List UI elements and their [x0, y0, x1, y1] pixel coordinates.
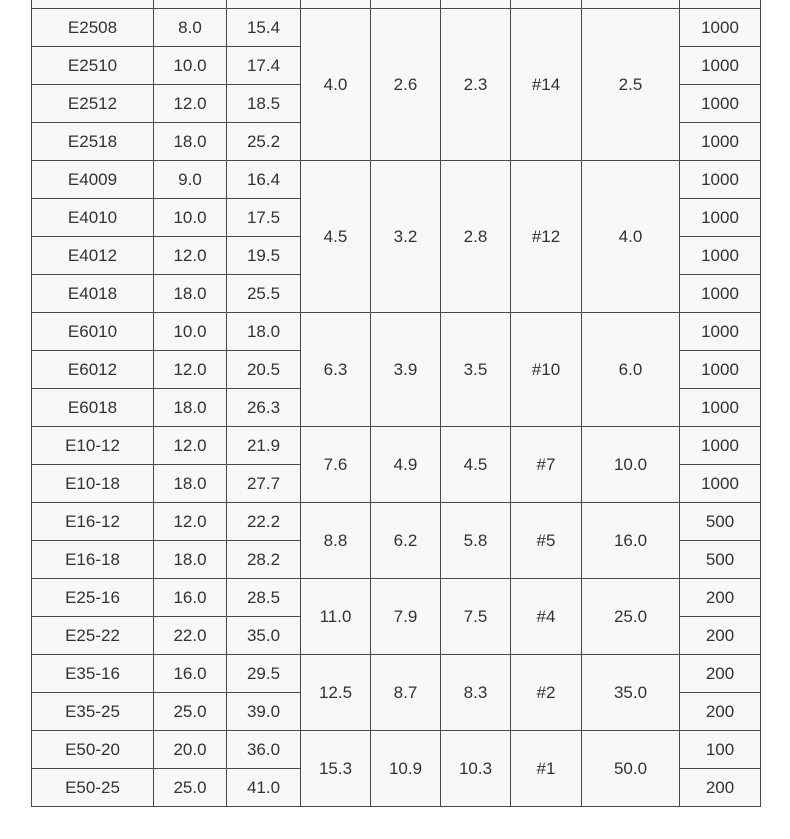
quantity-cell: 1000	[680, 161, 761, 199]
dimension-b-cell: 28.2	[227, 541, 301, 579]
spec-table	[31, 0, 761, 807]
dimension-d-cell: 3.2	[371, 161, 441, 313]
dimension-a-cell: 18.0	[154, 275, 227, 313]
dimension-a-cell: 18.0	[154, 123, 227, 161]
wire-size-cell	[582, 0, 680, 9]
model-cell: E50-20	[32, 731, 154, 769]
quantity-cell: 200	[680, 617, 761, 655]
wire-size-cell: 35.0	[582, 655, 680, 731]
dimension-b-cell: 17.4	[227, 47, 301, 85]
table-row	[32, 731, 761, 769]
dimension-b-cell: 16.4	[227, 161, 301, 199]
quantity-cell: 1000	[680, 275, 761, 313]
table-row	[32, 655, 761, 693]
dimension-b-cell: 39.0	[227, 693, 301, 731]
dimension-a-cell: 18.0	[154, 389, 227, 427]
dimension-b-cell: 41.0	[227, 769, 301, 807]
wire-gauge-cell: #12	[511, 161, 582, 313]
model-cell: E10-12	[32, 427, 154, 465]
dimension-d-cell: 6.2	[371, 503, 441, 579]
quantity-cell: 1000	[680, 313, 761, 351]
dimension-a-cell: 22.0	[154, 617, 227, 655]
dimension-a-cell: 10.0	[154, 47, 227, 85]
quantity-cell: 1000	[680, 9, 761, 47]
dimension-c-cell: 4.0	[301, 9, 371, 161]
table-row	[32, 313, 761, 351]
wire-size-cell: 25.0	[582, 579, 680, 655]
dimension-a-cell: 10.0	[154, 313, 227, 351]
quantity-cell: 200	[680, 655, 761, 693]
dimension-b-cell: 26.3	[227, 389, 301, 427]
dimension-b-cell: 28.5	[227, 579, 301, 617]
spec-table-body	[32, 0, 761, 807]
model-cell: E35-16	[32, 655, 154, 693]
dimension-b-cell: 35.0	[227, 617, 301, 655]
dimension-c-cell: 11.0	[301, 579, 371, 655]
dimension-b-cell: 36.0	[227, 731, 301, 769]
dimension-d-cell	[371, 0, 441, 9]
dimension-e-cell: 2.3	[441, 9, 511, 161]
wire-size-cell: 50.0	[582, 731, 680, 807]
dimension-c-cell: 4.5	[301, 161, 371, 313]
model-cell: E4012	[32, 237, 154, 275]
model-cell: E2512	[32, 85, 154, 123]
dimension-b-cell: 17.5	[227, 199, 301, 237]
dimension-a-cell: 16.0	[154, 655, 227, 693]
table-row	[32, 579, 761, 617]
wire-gauge-cell: #2	[511, 655, 582, 731]
model-cell: E35-25	[32, 693, 154, 731]
dimension-a-cell: 20.0	[154, 731, 227, 769]
dimension-b-cell: 18.0	[227, 313, 301, 351]
dimension-e-cell: 5.8	[441, 503, 511, 579]
dimension-e-cell: 10.3	[441, 731, 511, 807]
dimension-a-cell: 12.0	[154, 237, 227, 275]
dimension-b-cell: 18.5	[227, 85, 301, 123]
model-cell: E6010	[32, 313, 154, 351]
model-cell: E4009	[32, 161, 154, 199]
quantity-cell: 500	[680, 541, 761, 579]
dimension-e-cell: 8.3	[441, 655, 511, 731]
wire-size-cell: 4.0	[582, 161, 680, 313]
wire-gauge-cell: #1	[511, 731, 582, 807]
dimension-c-cell: 8.8	[301, 503, 371, 579]
dimension-a-cell	[154, 0, 227, 9]
table-row	[32, 427, 761, 465]
model-cell: E6018	[32, 389, 154, 427]
quantity-cell: 1000	[680, 47, 761, 85]
dimension-d-cell: 10.9	[371, 731, 441, 807]
dimension-a-cell: 12.0	[154, 427, 227, 465]
wire-gauge-cell: #14	[511, 9, 582, 161]
table-row	[32, 503, 761, 541]
table-row	[32, 9, 761, 47]
wire-size-cell: 16.0	[582, 503, 680, 579]
model-cell: E16-18	[32, 541, 154, 579]
quantity-cell: 1000	[680, 123, 761, 161]
model-cell: E10-18	[32, 465, 154, 503]
model-cell: E2510	[32, 47, 154, 85]
dimension-a-cell: 18.0	[154, 541, 227, 579]
dimension-d-cell: 8.7	[371, 655, 441, 731]
wire-gauge-cell: #4	[511, 579, 582, 655]
wire-size-cell: 10.0	[582, 427, 680, 503]
dimension-a-cell: 12.0	[154, 85, 227, 123]
dimension-a-cell: 25.0	[154, 693, 227, 731]
dimension-b-cell: 27.7	[227, 465, 301, 503]
quantity-cell: 1000	[680, 85, 761, 123]
quantity-cell: 1000	[680, 237, 761, 275]
dimension-a-cell: 12.0	[154, 503, 227, 541]
dimension-b-cell: 29.5	[227, 655, 301, 693]
dimension-a-cell: 12.0	[154, 351, 227, 389]
model-cell: E50-25	[32, 769, 154, 807]
dimension-a-cell: 18.0	[154, 465, 227, 503]
dimension-b-cell: 25.2	[227, 123, 301, 161]
dimension-d-cell: 7.9	[371, 579, 441, 655]
dimension-b-cell: 15.4	[227, 9, 301, 47]
quantity-cell: 1000	[680, 351, 761, 389]
spec-table-container	[31, 0, 760, 807]
dimension-d-cell: 2.6	[371, 9, 441, 161]
quantity-cell: 500	[680, 503, 761, 541]
dimension-a-cell: 25.0	[154, 769, 227, 807]
quantity-cell: 200	[680, 693, 761, 731]
model-cell	[32, 0, 154, 9]
model-cell: E4010	[32, 199, 154, 237]
dimension-a-cell: 16.0	[154, 579, 227, 617]
dimension-c-cell: 15.3	[301, 731, 371, 807]
dimension-e-cell: 7.5	[441, 579, 511, 655]
dimension-e-cell: 2.8	[441, 161, 511, 313]
dimension-b-cell: 21.9	[227, 427, 301, 465]
table-row	[32, 0, 761, 9]
dimension-a-cell: 10.0	[154, 199, 227, 237]
quantity-cell: 200	[680, 579, 761, 617]
wire-gauge-cell: #10	[511, 313, 582, 427]
dimension-b-cell: 19.5	[227, 237, 301, 275]
quantity-cell: 100	[680, 731, 761, 769]
quantity-cell: 1000	[680, 199, 761, 237]
quantity-cell: 200	[680, 769, 761, 807]
dimension-a-cell: 8.0	[154, 9, 227, 47]
model-cell: E25-22	[32, 617, 154, 655]
dimension-b-cell: 22.2	[227, 503, 301, 541]
dimension-b-cell: 25.5	[227, 275, 301, 313]
model-cell: E4018	[32, 275, 154, 313]
model-cell: E16-12	[32, 503, 154, 541]
dimension-b-cell	[227, 0, 301, 9]
table-row	[32, 161, 761, 199]
dimension-d-cell: 4.9	[371, 427, 441, 503]
dimension-e-cell	[441, 0, 511, 9]
quantity-cell	[680, 0, 761, 9]
dimension-e-cell: 4.5	[441, 427, 511, 503]
dimension-b-cell: 20.5	[227, 351, 301, 389]
model-cell: E2508	[32, 9, 154, 47]
quantity-cell: 1000	[680, 427, 761, 465]
wire-gauge-cell: #5	[511, 503, 582, 579]
wire-gauge-cell	[511, 0, 582, 9]
wire-gauge-cell: #7	[511, 427, 582, 503]
model-cell: E6012	[32, 351, 154, 389]
model-cell: E2518	[32, 123, 154, 161]
wire-size-cell: 2.5	[582, 9, 680, 161]
dimension-c-cell: 12.5	[301, 655, 371, 731]
dimension-c-cell: 6.3	[301, 313, 371, 427]
dimension-c-cell	[301, 0, 371, 9]
dimension-a-cell: 9.0	[154, 161, 227, 199]
quantity-cell: 1000	[680, 465, 761, 503]
model-cell: E25-16	[32, 579, 154, 617]
dimension-c-cell: 7.6	[301, 427, 371, 503]
quantity-cell: 1000	[680, 389, 761, 427]
dimension-e-cell: 3.5	[441, 313, 511, 427]
dimension-d-cell: 3.9	[371, 313, 441, 427]
wire-size-cell: 6.0	[582, 313, 680, 427]
